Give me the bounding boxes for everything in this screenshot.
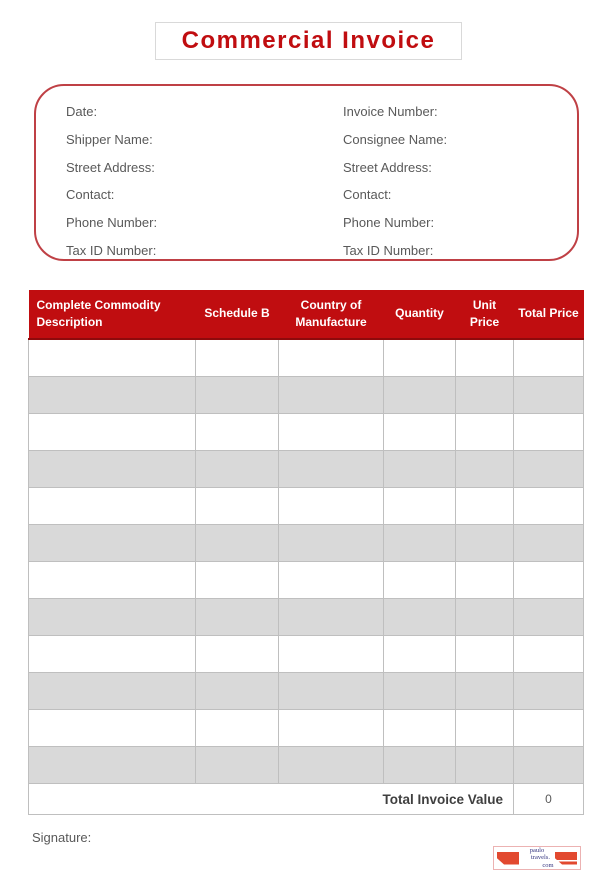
field-label-invoice-number: Invoice Number:: [343, 104, 438, 120]
table-cell[interactable]: [514, 673, 584, 710]
table-cell[interactable]: [456, 414, 514, 451]
table-cell[interactable]: [279, 562, 384, 599]
table-cell[interactable]: [456, 673, 514, 710]
table-cell[interactable]: [384, 747, 456, 784]
field-label-phone-number: Phone Number:: [66, 215, 158, 231]
table-cell[interactable]: [384, 636, 456, 673]
table-cell[interactable]: [29, 710, 196, 747]
table-cell[interactable]: [384, 488, 456, 525]
table-cell[interactable]: [29, 525, 196, 562]
table-cell[interactable]: [456, 377, 514, 414]
table-row: [29, 673, 584, 710]
logo-text-line3: com: [542, 861, 554, 869]
column-header-schedule-b: Schedule B: [196, 290, 279, 339]
table-cell[interactable]: [384, 599, 456, 636]
table-cell[interactable]: [384, 377, 456, 414]
table-cell[interactable]: [196, 525, 279, 562]
table-row: [29, 636, 584, 673]
table-cell[interactable]: [279, 525, 384, 562]
table-cell[interactable]: [514, 710, 584, 747]
table-cell[interactable]: [279, 451, 384, 488]
table-cell[interactable]: [514, 599, 584, 636]
table-cell[interactable]: [29, 488, 196, 525]
table-cell[interactable]: [29, 747, 196, 784]
table-row: [29, 488, 584, 525]
table-cell[interactable]: [196, 562, 279, 599]
column-header-unit-price: Unit Price: [456, 290, 514, 339]
field-label-street-address: Street Address:: [66, 159, 155, 175]
table-cell[interactable]: [384, 451, 456, 488]
table-row: [29, 339, 584, 377]
table-cell[interactable]: [514, 562, 584, 599]
table-cell[interactable]: [279, 636, 384, 673]
table-cell[interactable]: [456, 339, 514, 377]
table-cell[interactable]: [384, 525, 456, 562]
table-cell[interactable]: [514, 488, 584, 525]
shipper-consignee-panel: [34, 84, 579, 261]
table-cell[interactable]: [456, 636, 514, 673]
table-cell[interactable]: [456, 525, 514, 562]
table-row: [29, 414, 584, 451]
table-cell[interactable]: [514, 747, 584, 784]
logo-flag-right-icon: [555, 852, 577, 865]
table-cell[interactable]: [279, 599, 384, 636]
table-cell[interactable]: [29, 451, 196, 488]
table-cell[interactable]: [196, 377, 279, 414]
table-cell[interactable]: [196, 599, 279, 636]
table-row: [29, 525, 584, 562]
table-cell[interactable]: [279, 339, 384, 377]
logo-text-line1: paulo: [529, 847, 545, 855]
table-cell[interactable]: [384, 673, 456, 710]
table-cell[interactable]: [279, 488, 384, 525]
table-cell[interactable]: [279, 414, 384, 451]
field-label-tax-id-number: Tax ID Number:: [343, 242, 434, 258]
logo-text-line2: travels.: [531, 854, 550, 862]
brand-logo: [493, 846, 581, 870]
table-cell[interactable]: [384, 339, 456, 377]
table-cell[interactable]: [514, 636, 584, 673]
table-cell[interactable]: [279, 377, 384, 414]
table-cell[interactable]: [279, 673, 384, 710]
info-fields-left: [66, 98, 157, 264]
table-cell[interactable]: [196, 414, 279, 451]
column-header-complete-commodity-description: Complete Commodity Description: [29, 290, 196, 339]
page-title-box: [155, 22, 462, 60]
table-row: [29, 562, 584, 599]
table-body: [29, 339, 584, 784]
table-cell[interactable]: [384, 562, 456, 599]
table-cell[interactable]: [196, 451, 279, 488]
table-cell[interactable]: [29, 599, 196, 636]
page-title: Commercial Invoice: [181, 27, 436, 54]
total-invoice-value-label: Total Invoice Value: [29, 784, 514, 815]
info-fields-right: [343, 98, 447, 264]
table-cell[interactable]: [514, 339, 584, 377]
table-cell[interactable]: [456, 710, 514, 747]
table-cell[interactable]: [514, 451, 584, 488]
table-cell[interactable]: [514, 525, 584, 562]
table-cell[interactable]: [279, 710, 384, 747]
field-label-phone-number: Phone Number:: [343, 215, 435, 231]
field-label-consignee-name: Consignee Name:: [343, 132, 448, 148]
field-label-contact: Contact:: [343, 187, 392, 203]
table-row: [29, 710, 584, 747]
table-cell[interactable]: [279, 747, 384, 784]
table-cell[interactable]: [514, 414, 584, 451]
table-cell[interactable]: [196, 488, 279, 525]
table-row: [29, 377, 584, 414]
total-invoice-value[interactable]: 0: [514, 784, 584, 815]
table-row: [29, 599, 584, 636]
table-cell[interactable]: [456, 488, 514, 525]
column-header-total-price: Total Price: [514, 290, 584, 339]
field-label-date: Date:: [66, 104, 98, 120]
field-label-contact: Contact:: [66, 187, 115, 203]
field-label-tax-id-number: Tax ID Number:: [66, 242, 157, 258]
table-cell[interactable]: [456, 562, 514, 599]
table-cell[interactable]: [456, 747, 514, 784]
table-cell[interactable]: [29, 673, 196, 710]
table-cell[interactable]: [29, 377, 196, 414]
signature-label: Signature:: [32, 830, 92, 845]
line-items-table: [28, 290, 584, 815]
table-cell[interactable]: [196, 747, 279, 784]
table-cell[interactable]: [456, 599, 514, 636]
field-label-shipper-name: Shipper Name:: [66, 132, 153, 148]
table-cell[interactable]: [384, 414, 456, 451]
table-cell[interactable]: [196, 636, 279, 673]
table-cell[interactable]: [29, 562, 196, 599]
logo-flag-left-icon: [497, 852, 519, 865]
field-label-street-address: Street Address:: [343, 159, 432, 175]
table-cell[interactable]: [29, 339, 196, 377]
logo-text: [519, 847, 555, 868]
total-row: [29, 784, 584, 815]
table-cell[interactable]: [196, 673, 279, 710]
table-cell[interactable]: [29, 636, 196, 673]
column-header-country-of-manufacture: Country of Manufacture: [279, 290, 384, 339]
table-header-row: [29, 290, 584, 339]
table-cell[interactable]: [384, 710, 456, 747]
table-cell[interactable]: [196, 710, 279, 747]
table-cell[interactable]: [456, 451, 514, 488]
table-cell[interactable]: [29, 414, 196, 451]
table-cell[interactable]: [196, 339, 279, 377]
table-cell[interactable]: [514, 377, 584, 414]
table-row: [29, 451, 584, 488]
table-row: [29, 747, 584, 784]
column-header-quantity: Quantity: [384, 290, 456, 339]
